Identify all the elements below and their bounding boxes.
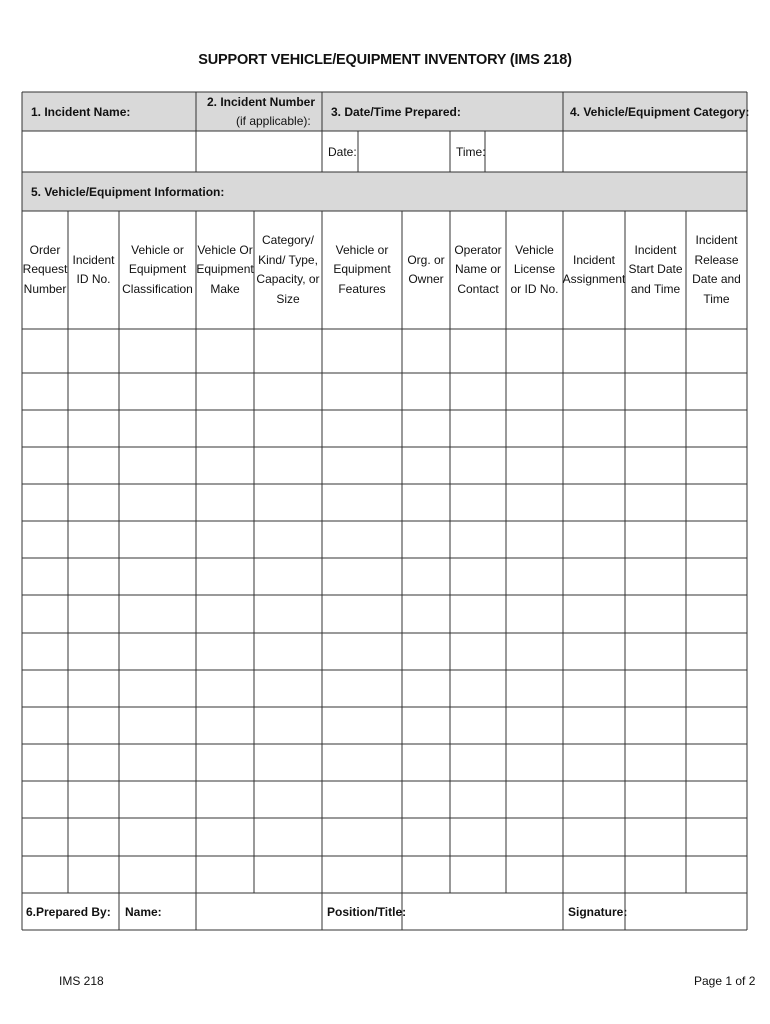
position-title-label: Position/Title:	[327, 905, 407, 919]
table-cell[interactable]	[564, 522, 624, 557]
table-cell[interactable]	[626, 634, 685, 669]
table-cell[interactable]	[323, 596, 401, 632]
table-cell[interactable]	[23, 522, 67, 557]
table-cell[interactable]	[626, 411, 685, 446]
table-cell[interactable]	[120, 857, 195, 892]
table-cell[interactable]	[197, 330, 253, 372]
table-cell[interactable]	[507, 857, 562, 892]
table-cell[interactable]	[626, 596, 685, 632]
table-cell[interactable]	[403, 522, 449, 557]
table-cell[interactable]	[23, 596, 67, 632]
table-cell[interactable]	[197, 596, 253, 632]
table-cell[interactable]	[197, 671, 253, 706]
table-cell[interactable]	[255, 485, 321, 520]
table-cell[interactable]	[120, 596, 195, 632]
table-cell[interactable]	[626, 745, 685, 780]
table-cell[interactable]	[23, 819, 67, 855]
table-cell[interactable]	[255, 634, 321, 669]
table-cell[interactable]	[255, 857, 321, 892]
column-header: Order Request Number	[22, 242, 68, 296]
table-cell[interactable]	[403, 819, 449, 855]
table-cell[interactable]	[69, 559, 118, 594]
table-cell[interactable]	[687, 745, 746, 780]
table-cell[interactable]	[197, 634, 253, 669]
table-cell[interactable]	[626, 559, 685, 594]
table-cell[interactable]	[255, 559, 321, 594]
table-cell[interactable]	[564, 411, 624, 446]
table-cell[interactable]	[687, 782, 746, 817]
footer-form-id: IMS 218	[59, 974, 104, 988]
table-cell[interactable]	[323, 559, 401, 594]
column-header: Org. or Owner	[407, 252, 445, 286]
column-header: Vehicle Or Equipment Make	[196, 242, 254, 296]
table-cell[interactable]	[507, 485, 562, 520]
incident-number-label: 2. Incident Number	[207, 95, 316, 109]
signature-label: Signature:	[568, 905, 628, 919]
table-cell[interactable]	[323, 448, 401, 483]
table-cell[interactable]	[451, 522, 505, 557]
table-cell[interactable]	[69, 448, 118, 483]
table-cell[interactable]	[69, 374, 118, 409]
table-cell[interactable]	[507, 411, 562, 446]
table-cell[interactable]	[451, 708, 505, 743]
table-cell[interactable]	[255, 819, 321, 855]
position-title-field[interactable]	[402, 893, 563, 930]
table-cell[interactable]	[403, 330, 449, 372]
table-cell[interactable]	[23, 708, 67, 743]
table-cell[interactable]	[120, 745, 195, 780]
table-cell[interactable]	[507, 708, 562, 743]
table-cell[interactable]	[120, 448, 195, 483]
table-cell[interactable]	[626, 819, 685, 855]
footer-page-number: Page 1 of 2	[694, 974, 756, 988]
incident-number-field[interactable]	[197, 131, 322, 172]
table-cell[interactable]	[564, 745, 624, 780]
table-cell[interactable]	[323, 330, 401, 372]
table-cell[interactable]	[120, 522, 195, 557]
table-cell[interactable]	[451, 596, 505, 632]
table-cell[interactable]	[120, 708, 195, 743]
table-cell[interactable]	[69, 857, 118, 892]
table-cell[interactable]	[507, 671, 562, 706]
table-cell[interactable]	[120, 374, 195, 409]
table-cell[interactable]	[626, 522, 685, 557]
table-cell[interactable]	[626, 374, 685, 409]
table-cell[interactable]	[23, 857, 67, 892]
table-cell[interactable]	[323, 745, 401, 780]
table-cell[interactable]	[120, 634, 195, 669]
table-cell[interactable]	[451, 671, 505, 706]
table-cell[interactable]	[564, 559, 624, 594]
table-cell[interactable]	[69, 485, 118, 520]
table-cell[interactable]	[197, 745, 253, 780]
table-cell[interactable]	[564, 485, 624, 520]
table-cell[interactable]	[564, 330, 624, 372]
table-cell[interactable]	[323, 411, 401, 446]
table-cell[interactable]	[687, 819, 746, 855]
table-cell[interactable]	[197, 522, 253, 557]
table-cell[interactable]	[687, 411, 746, 446]
table-cell[interactable]	[255, 411, 321, 446]
column-header: Vehicle or Equipment Classification	[122, 242, 193, 296]
column-header: Incident Assignment	[562, 252, 626, 286]
table-cell[interactable]	[255, 671, 321, 706]
table-cell[interactable]	[23, 411, 67, 446]
table-cell[interactable]	[564, 374, 624, 409]
table-cell[interactable]	[451, 374, 505, 409]
table-cell[interactable]	[687, 671, 746, 706]
table-cell[interactable]	[120, 782, 195, 817]
table-cell[interactable]	[626, 485, 685, 520]
form-title: SUPPORT VEHICLE/EQUIPMENT INVENTORY (IMS 218)	[198, 52, 572, 68]
table-cell[interactable]	[451, 559, 505, 594]
column-header: Incident ID No.	[72, 252, 115, 286]
table-cell[interactable]	[507, 330, 562, 372]
table-cell[interactable]	[69, 745, 118, 780]
time-label: Time:	[456, 145, 486, 159]
table-cell[interactable]	[197, 559, 253, 594]
incident-number-sublabel: (if applicable):	[236, 114, 311, 128]
table-cell[interactable]	[255, 782, 321, 817]
table-cell[interactable]	[120, 819, 195, 855]
table-cell[interactable]	[23, 330, 67, 372]
table-cell[interactable]	[323, 634, 401, 669]
table-cell[interactable]	[507, 522, 562, 557]
table-cell[interactable]	[23, 485, 67, 520]
column-header: Vehicle or Equipment Features	[333, 242, 391, 296]
table-cell[interactable]	[687, 522, 746, 557]
table-cell[interactable]	[197, 708, 253, 743]
table-cell[interactable]	[197, 782, 253, 817]
table-cell[interactable]	[403, 708, 449, 743]
table-cell[interactable]	[323, 708, 401, 743]
column-header: Incident Release Date and Time	[692, 233, 741, 306]
table-cell[interactable]	[626, 671, 685, 706]
table-cell[interactable]	[255, 448, 321, 483]
date-field[interactable]	[358, 131, 450, 172]
table-cell[interactable]	[507, 634, 562, 669]
table-cell[interactable]	[564, 596, 624, 632]
section-5-label: 5. Vehicle/Equipment Information:	[31, 185, 225, 199]
table-cell[interactable]	[197, 411, 253, 446]
table-cell[interactable]	[507, 782, 562, 817]
table-cell[interactable]	[564, 671, 624, 706]
table-cell[interactable]	[69, 819, 118, 855]
table-cell[interactable]	[687, 708, 746, 743]
table-cell[interactable]	[69, 330, 118, 372]
table-cell[interactable]	[403, 485, 449, 520]
table-cell[interactable]	[403, 634, 449, 669]
table-cell[interactable]	[626, 708, 685, 743]
column-header: Operator Name or Contact	[454, 242, 502, 296]
table-cell[interactable]	[507, 745, 562, 780]
table-cell[interactable]	[403, 448, 449, 483]
table-cell[interactable]	[323, 782, 401, 817]
prepared-by-label: 6.Prepared By:	[26, 905, 111, 919]
table-cell[interactable]	[197, 485, 253, 520]
table-cell[interactable]	[323, 374, 401, 409]
column-header: Incident Start Date and Time	[628, 242, 683, 296]
table-cell[interactable]	[451, 485, 505, 520]
table-cell[interactable]	[687, 485, 746, 520]
table-cell[interactable]	[23, 374, 67, 409]
table-cell[interactable]	[403, 559, 449, 594]
table-cell[interactable]	[69, 596, 118, 632]
table-cell[interactable]	[451, 782, 505, 817]
equipment-category-field[interactable]	[565, 131, 747, 172]
table-cell[interactable]	[451, 330, 505, 372]
table-cell[interactable]	[451, 745, 505, 780]
table-cell[interactable]	[564, 819, 624, 855]
table-cell[interactable]	[403, 411, 449, 446]
table-cell[interactable]	[687, 634, 746, 669]
incident-name-label: 1. Incident Name:	[31, 105, 131, 119]
table-cell[interactable]	[197, 819, 253, 855]
table-cell[interactable]	[69, 671, 118, 706]
table-cell[interactable]	[120, 671, 195, 706]
table-cell[interactable]	[451, 857, 505, 892]
table-cell[interactable]	[564, 782, 624, 817]
table-cell[interactable]	[507, 559, 562, 594]
table-cell[interactable]	[564, 634, 624, 669]
table-cell[interactable]	[255, 596, 321, 632]
table-cell[interactable]	[69, 522, 118, 557]
table-cell[interactable]	[626, 782, 685, 817]
table-cell[interactable]	[69, 411, 118, 446]
table-cell[interactable]	[120, 411, 195, 446]
table-cell[interactable]	[687, 596, 746, 632]
table-cell[interactable]	[687, 857, 746, 892]
table-cell[interactable]	[507, 374, 562, 409]
table-cell[interactable]	[507, 596, 562, 632]
table-cell[interactable]	[69, 634, 118, 669]
table-cell[interactable]	[23, 671, 67, 706]
table-cell[interactable]	[23, 448, 67, 483]
table-cell[interactable]	[255, 330, 321, 372]
table-cell[interactable]	[255, 522, 321, 557]
table-cell[interactable]	[120, 330, 195, 372]
table-cell[interactable]	[69, 782, 118, 817]
table-cell[interactable]	[23, 559, 67, 594]
table-cell[interactable]	[403, 782, 449, 817]
table-cell[interactable]	[255, 374, 321, 409]
table-cell[interactable]	[403, 745, 449, 780]
table-cell[interactable]	[564, 448, 624, 483]
table-cell[interactable]	[23, 634, 67, 669]
datetime-prepared-label: 3. Date/Time Prepared:	[331, 105, 461, 119]
name-label: Name:	[125, 905, 162, 919]
column-header: Vehicle License or ID No.	[510, 242, 559, 296]
table-cell[interactable]	[403, 671, 449, 706]
table-cell[interactable]	[451, 448, 505, 483]
column-header: Category/ Kind/ Type, Capacity, or Size	[256, 233, 320, 306]
incident-name-field[interactable]	[22, 131, 196, 172]
time-field[interactable]	[485, 131, 563, 172]
table-cell[interactable]	[687, 330, 746, 372]
table-cell[interactable]	[403, 857, 449, 892]
signature-field[interactable]	[625, 893, 747, 930]
table-cell[interactable]	[564, 857, 624, 892]
table-cell[interactable]	[564, 708, 624, 743]
name-field[interactable]	[197, 893, 322, 930]
table-cell[interactable]	[687, 448, 746, 483]
table-cell[interactable]	[507, 819, 562, 855]
equipment-category-label: 4. Vehicle/Equipment Category:	[570, 105, 750, 119]
table-cell[interactable]	[323, 485, 401, 520]
table-cell[interactable]	[255, 708, 321, 743]
table-cell[interactable]	[451, 411, 505, 446]
table-cell[interactable]	[23, 782, 67, 817]
table-cell[interactable]	[403, 596, 449, 632]
table-cell[interactable]	[323, 857, 401, 892]
table-cell[interactable]	[507, 448, 562, 483]
date-label: Date:	[328, 145, 357, 159]
table-cell[interactable]	[69, 708, 118, 743]
table-cell[interactable]	[687, 374, 746, 409]
table-cell[interactable]	[197, 857, 253, 892]
table-cell[interactable]	[626, 857, 685, 892]
table-cell[interactable]	[451, 634, 505, 669]
table-cell[interactable]	[23, 745, 67, 780]
table-cell[interactable]	[323, 671, 401, 706]
table-cell[interactable]	[626, 448, 685, 483]
table-cell[interactable]	[255, 745, 321, 780]
table-cell[interactable]	[451, 819, 505, 855]
table-cell[interactable]	[197, 448, 253, 483]
table-cell[interactable]	[403, 374, 449, 409]
table-cell[interactable]	[626, 330, 685, 372]
table-cell[interactable]	[323, 522, 401, 557]
table-cell[interactable]	[323, 819, 401, 855]
table-cell[interactable]	[120, 485, 195, 520]
table-cell[interactable]	[197, 374, 253, 409]
table-cell[interactable]	[120, 559, 195, 594]
table-cell[interactable]	[687, 559, 746, 594]
